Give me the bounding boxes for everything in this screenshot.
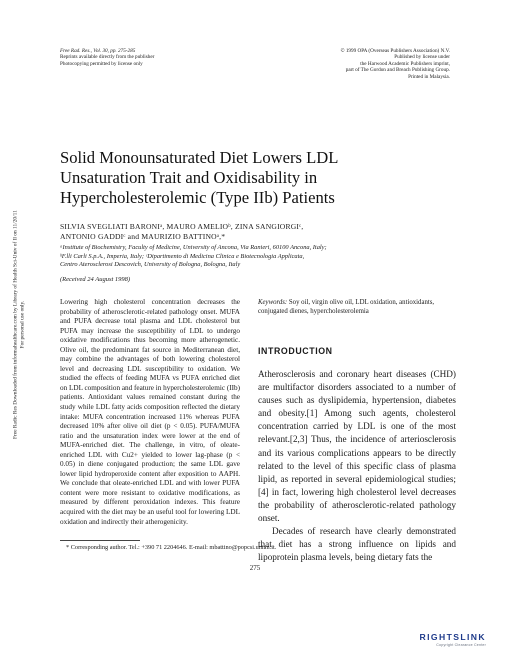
author-list <box>60 222 460 242</box>
download-stamp-line2: For personal use only. <box>19 300 25 349</box>
title-line2: Unsaturation Trait and Oxidisability in <box>60 168 318 187</box>
copyright-line1: © 1999 OPA (Overseas Publishers Association) N.V. <box>340 48 450 54</box>
copyright-notice <box>300 48 450 80</box>
keywords-block <box>258 298 454 316</box>
rightslink-logo-subtext: Copyright Clearance Center <box>436 643 486 647</box>
keywords-label: Keywords: <box>258 299 288 306</box>
journal-citation-line3: Photocopying permitted by license only <box>60 60 143 67</box>
affiliation-line3: Centro Aterosclerosi Descovich, University of Bologna, Bologna, Italy <box>60 261 241 269</box>
received-date: (Received 24 August 1998) <box>60 276 131 283</box>
keywords-text: Soy oil, virgin olive oil, LDL oxidation, antioxidants, conjugated dienes, hypercholesterolemia <box>258 299 435 316</box>
affiliation-line2: ᵇF.lli Carli S.p.A., Imperia, Italy; ᶜDipartimento di Medicina Clinica e Biotecnologia Applicata, <box>60 252 305 260</box>
intro-paragraph-1: Atherosclerosis and coronary heart diseases (CHD) are multifactor disorders associated to a number of causes such as dyslipidemia, hypertension, diabetes and obesity.[1] Among such agents, cholesterol concentration carried by LDL is one of the most relevant.[2,3] Thus, the incidence of arteriosclerosis and its various complications appears to be directly related to the level of this specific class of plasma lipid, as reported in several epidemiological studies;[4] in fact, lowering high cholesterol level decreases the probability of atherosclerotic-related pathology onset. <box>258 369 456 524</box>
title-line1: Solid Monounsaturated Diet Lowers LDL <box>60 148 339 167</box>
introduction-body <box>258 368 456 564</box>
journal-citation <box>60 48 154 67</box>
affiliation-line1: ᵃInstitute of Biochemistry, Faculty of Medicine, University of Ancona, Via Ranieri, 60100 Ancona, Italy; <box>60 244 327 251</box>
corresponding-author-footnote: * Corresponding author. Tel.: +390 71 2204646. E-mail: mbattino@popcsi.unian.it. <box>66 544 277 551</box>
intro-paragraph-2: Decades of research have clearly demonstrated that diet has a strong influence on lipids and lipoprotein plasma levels, being dietary fats the <box>258 526 456 563</box>
rightslink-logo <box>419 632 486 647</box>
download-stamp <box>12 160 25 490</box>
copyright-line2: Published by license under <box>394 54 450 61</box>
abstract-text: Lowering high cholesterol concentration decreases the probability of atherosclerotic-related pathology onset. MUFA and PUFA decrease total plasma and LDL cholesterol but PUFA may increase the susceptibility of LDL to undergo oxidative modifications thus becoming more atherogenetic. Olive oil, the predominant fat source in Mediterranean diet, may combine the advantages of both lowering cholesterol level and decreasing LDL susceptibility to oxidation. We studied the effects of feeding MUFA vs PUFA enriched diet on LDL composition and feature in hypercholesterolemic (IIb) patients. Antioxidant values remained constant during the study while LDL fatty acids composition reflected the dietary intake: MUFA concentration increased 11% whereas PUFA decreased 10% after olive oil diet (p < 0.05). PUFA/MUFA ratio and the unsaturation index were lower at the end of MUFA-enriched diet. The challenge, in vitro, of oleate-enriched LDL with Cu2+ yielded to lower lag-phase (p < 0.05) in diene conjugated production; the same LDL gave lower lipid hydroperoxide content after exposition to AAPH. We conclude that oleate-enriched LDL and with lower PUFA content were more resistant to oxidative modifications, as measured by different peroxidation indexes. This feature acquired with the diet may be an useful tool for lowering LDL oxidation and indirectly their atherogenicity. <box>60 298 240 526</box>
journal-citation-line1: Free Rad. Res., Vol. 30, pp. 275-285 <box>60 48 136 54</box>
copyright-line4: part of The Gordon and Breach Publishing Group. <box>345 67 450 74</box>
authors-line1: SILVIA SVEGLIATI BARONIᵃ, MAURO AMELIOᵇ, ZINA SANGIORGIᶜ, <box>60 222 304 231</box>
title-line3: Hypercholesterolemic (Type IIb) Patients <box>60 188 335 207</box>
authors-line2: ANTONIO GADDIᶜ and MAURIZIO BATTINOᵃ,* <box>60 232 226 242</box>
download-stamp-line1: Free Radic Res Downloaded from informahealthcare.com by Library of Health Sci-Univ of Il on 11/20/11 <box>12 210 19 439</box>
journal-citation-line2: Reprints available directly from the publisher <box>60 54 155 61</box>
copyright-line5: Printed in Malaysia. <box>408 73 450 80</box>
affiliations <box>60 244 460 270</box>
page-number: 275 <box>249 564 261 572</box>
paper-title <box>60 148 440 208</box>
section-heading-introduction: INTRODUCTION <box>258 346 333 356</box>
rightslink-logo-text: RIGHTSLINK <box>419 632 486 642</box>
footnote-divider <box>60 540 140 541</box>
copyright-line3: the Harwood Academic Publishers imprint, <box>360 60 450 67</box>
